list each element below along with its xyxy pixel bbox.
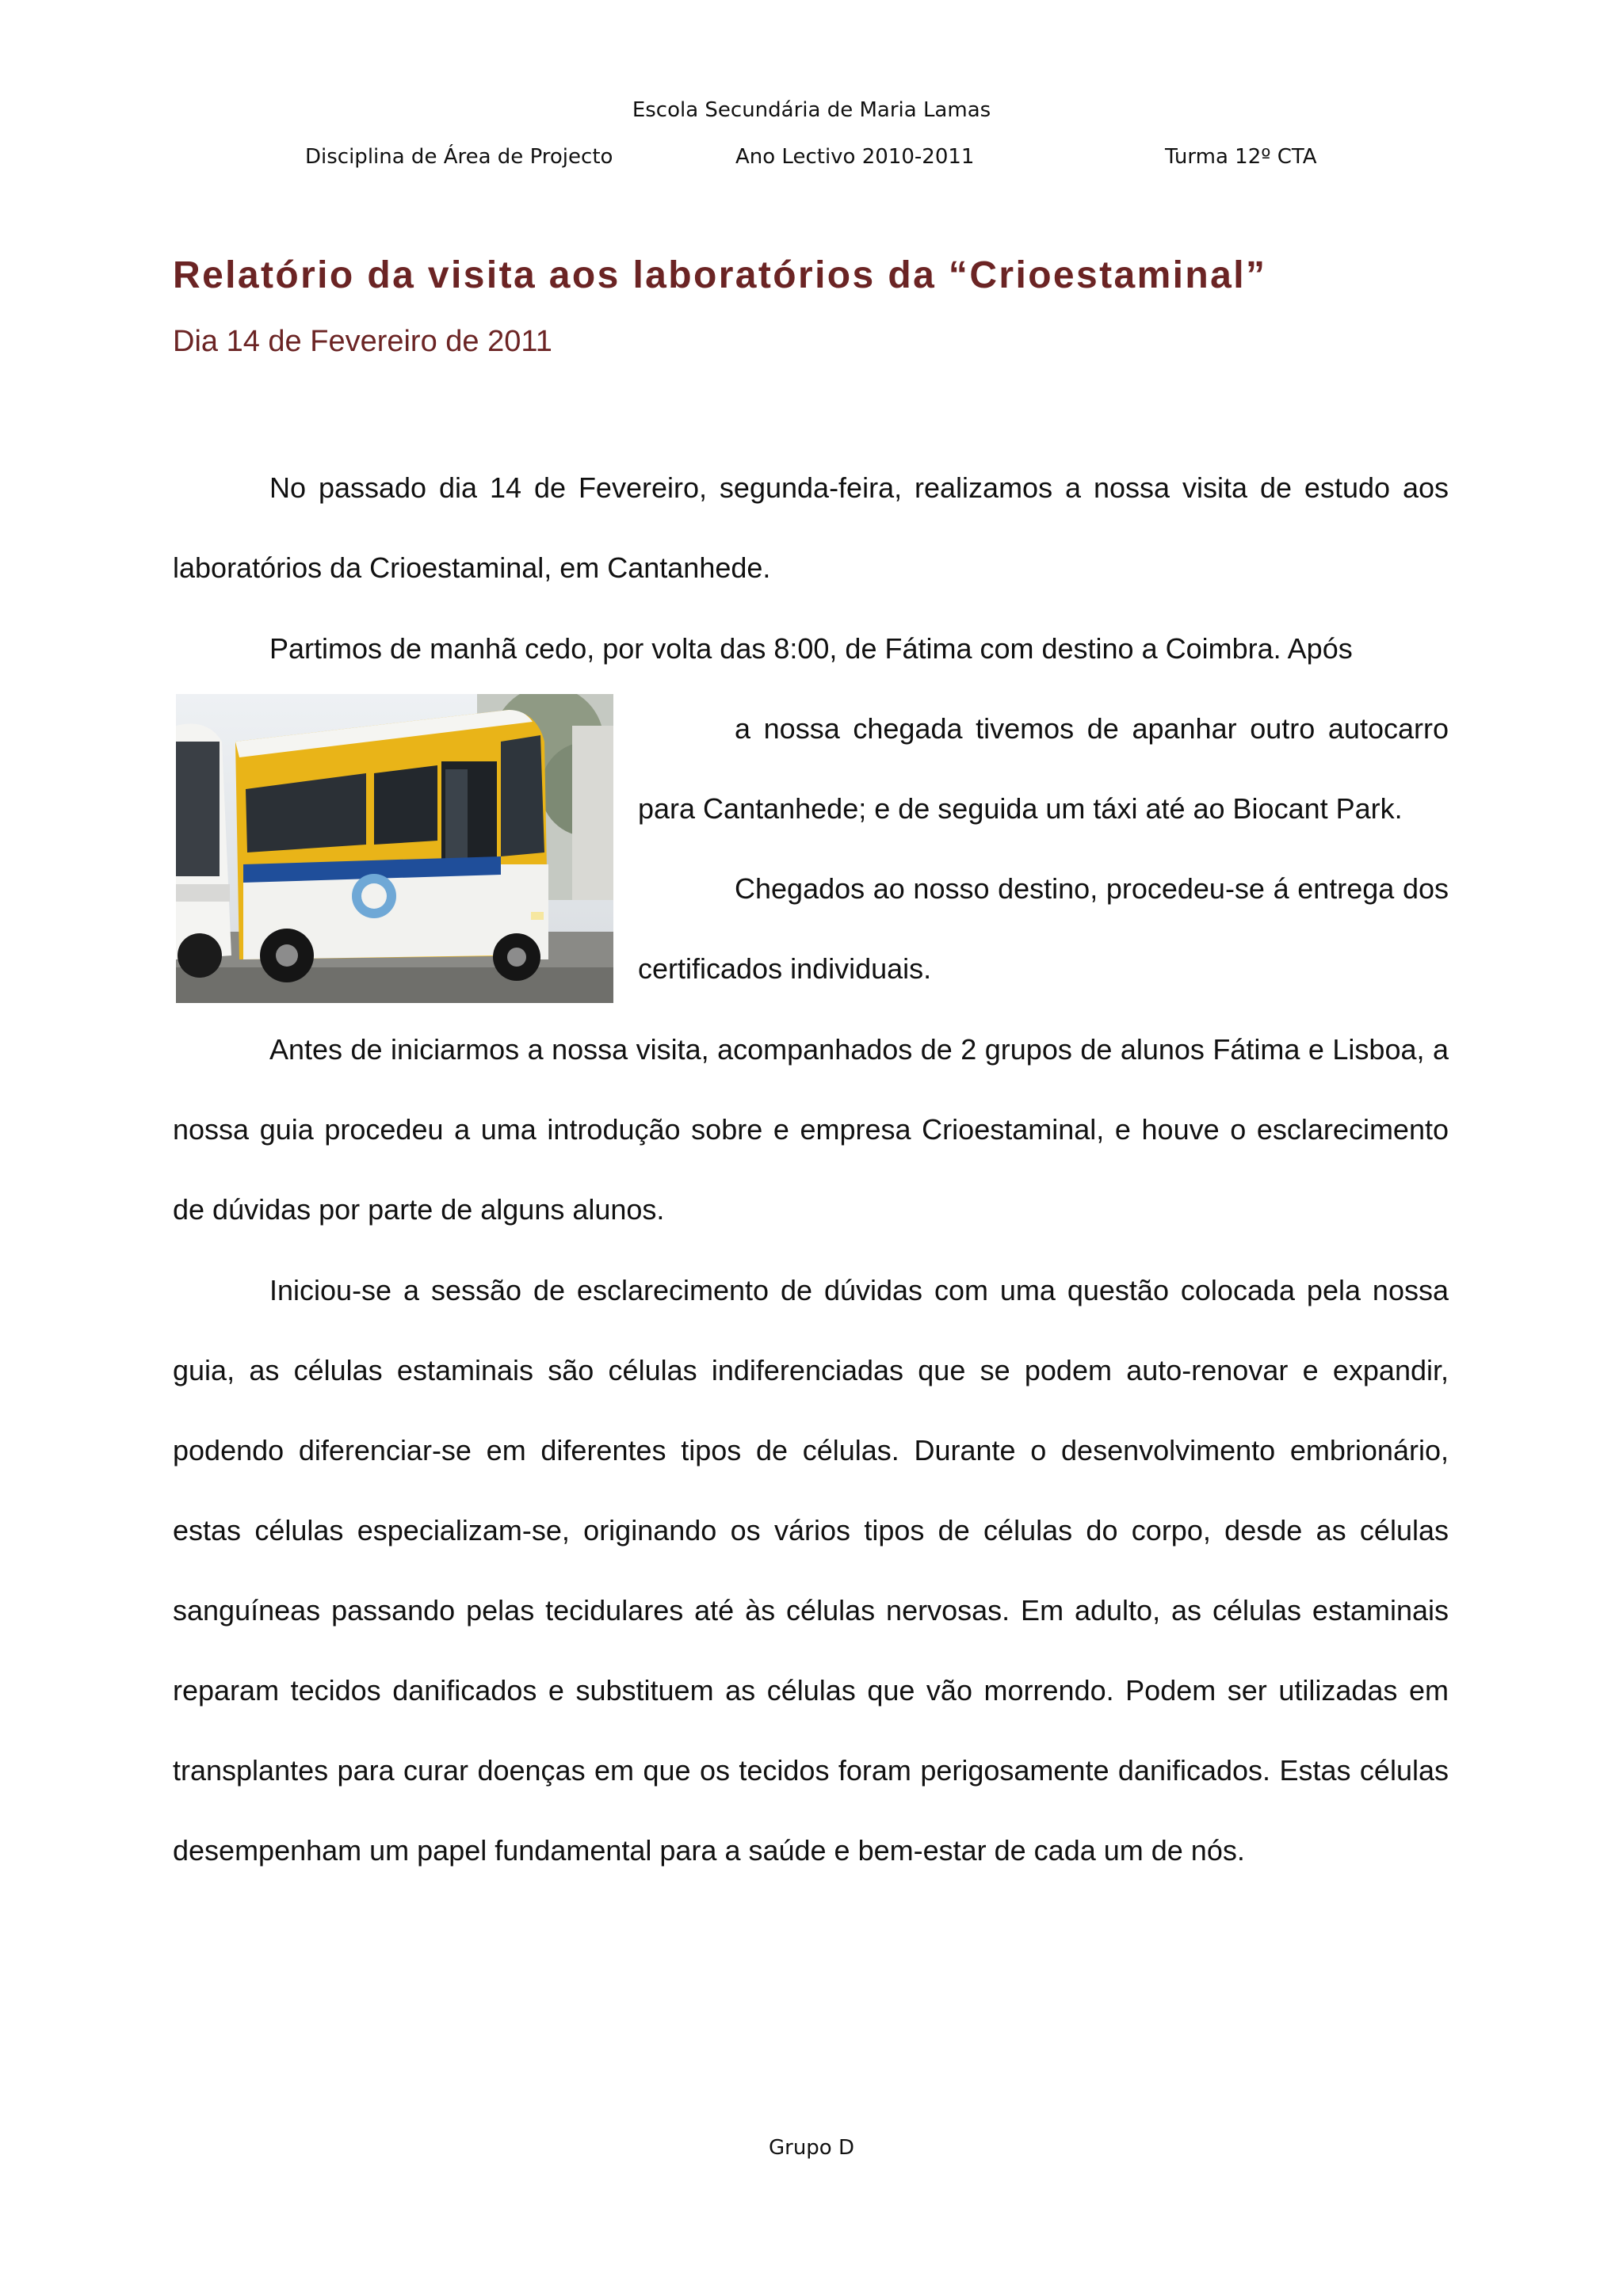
report-date: Dia 14 de Fevereiro de 2011: [173, 325, 552, 358]
discipline-label: Disciplina de Área de Projecto: [305, 145, 613, 169]
school-year-label: Ano Lectivo 2010-2011: [735, 145, 975, 169]
page-title: Relatório da visita aos laboratórios da “Crioestaminal”: [173, 254, 1267, 296]
paragraph-certificates: Chegados ao nosso destino, procedeu-se á entrega dos certificados individuais.: [638, 872, 1449, 985]
paragraph-departure: Partimos de manhã cedo, por volta das 8:00, de Fátima com destino a Coimbra. Após: [269, 632, 1353, 665]
class-label: Turma 12º CTA: [1165, 145, 1317, 169]
paragraph-transfer: a nossa chegada tivemos de apanhar outro autocarro para Cantanhede; e de seguida um táxi até ao Biocant Park.: [638, 712, 1449, 825]
footer-group: Grupo D: [768, 2136, 854, 2160]
paragraph-introduction: Antes de iniciarmos a nossa visita, acompanhados de 2 grupos de alunos Fátima e Lisboa, a nossa guia procedeu a uma introdução sobre e empresa Crioestaminal, e houve o esclarecimento de dúvidas por parte de alguns alunos.: [173, 1033, 1449, 1226]
bus-photo: [176, 694, 613, 1003]
paragraph-arrival: No passado dia 14 de Fevereiro, segunda-feira, realizamos a nossa visita de estudo aos laboratórios da Crioestaminal, em Cantanhede.: [173, 471, 1449, 584]
paragraph-stem-cells: Iniciou-se a sessão de esclarecimento de dúvidas com uma questão colocada pela nossa guia, as células estaminais são células indiferenciadas que se podem auto-renovar e expandir, podendo diferenciar-se em diferentes tipos de células. Durante o desenvolvimento embrionário, estas células especializam-se, originando os vários tipos de células do corpo, desde as células sanguíneas passando pelas tecidulares até às células nervosas. Em adulto, as células estaminais reparam tecidos danificados e substituem as células que vão morrendo. Podem ser utilizadas em transplantes para curar doenças em que os tecidos foram perigosamente danificados. Estas células desempenham um papel fundamental para a saúde e bem-estar de cada um de nós.: [173, 1274, 1449, 1867]
paragraph-arrival-destination: [638, 849, 1449, 1009]
school-name: Escola Secundária de Maria Lamas: [632, 98, 991, 122]
